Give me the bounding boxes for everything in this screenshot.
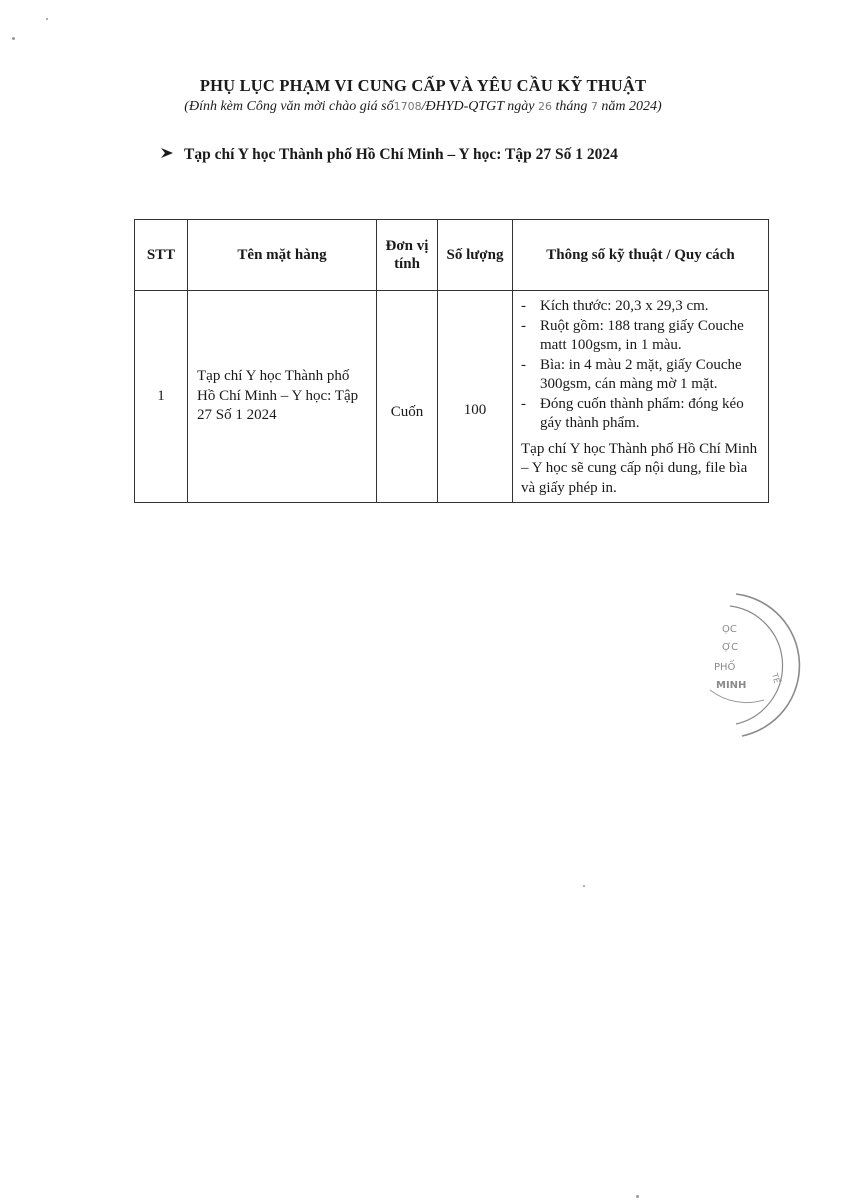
row-stt: 1 bbox=[135, 291, 188, 503]
scan-speck bbox=[12, 37, 15, 40]
scan-speck bbox=[583, 885, 585, 887]
header-spec: Thông số kỹ thuật / Quy cách bbox=[513, 220, 769, 291]
spec-item: - Đóng cuốn thành phẩm: đóng kéo gáy thành phẩm. bbox=[521, 395, 744, 431]
doc-number: 1708 bbox=[393, 100, 422, 113]
svg-text:PHỐ: PHỐ bbox=[714, 662, 736, 673]
subtitle-prefix: (Đính kèm Công văn mời chào giá số bbox=[184, 99, 394, 114]
subtitle-month: 7 bbox=[590, 100, 598, 113]
page-subtitle bbox=[0, 99, 846, 115]
spec-list bbox=[521, 297, 760, 434]
arrow-bullet-icon bbox=[160, 146, 184, 164]
subtitle-month-label: tháng bbox=[555, 99, 588, 114]
partial-seal-stamp bbox=[706, 590, 806, 740]
item-heading bbox=[160, 146, 618, 164]
table-header-row bbox=[135, 220, 769, 291]
table-row bbox=[135, 291, 769, 503]
row-unit: Cuốn bbox=[377, 291, 438, 503]
spec-item: - Bìa: in 4 màu 2 mặt, giấy Couche 300gsm, cán màng mờ 1 mặt. bbox=[521, 356, 742, 392]
row-spec bbox=[513, 291, 769, 503]
scan-speck bbox=[46, 18, 48, 20]
row-qty: 100 bbox=[438, 291, 513, 503]
subtitle-mid: /ĐHYD-QTGT ngày bbox=[421, 99, 535, 114]
spec-item: - Ruột gồm: 188 trang giấy Couche matt 100gsm, in 1 màu. bbox=[521, 317, 744, 353]
subtitle-day: 26 bbox=[538, 100, 553, 113]
svg-text:TẾ: TẾ bbox=[770, 672, 782, 685]
svg-text:MINH: MINH bbox=[716, 680, 747, 691]
spec-item: - Kích thước: 20,3 x 29,3 cm. bbox=[521, 298, 709, 314]
scan-speck bbox=[636, 1195, 639, 1198]
spec-table bbox=[134, 219, 769, 503]
svg-text:ỢC: ỢC bbox=[722, 642, 739, 653]
svg-text:ỌC: ỌC bbox=[722, 624, 737, 635]
header-stt: STT bbox=[135, 220, 188, 291]
header-name: Tên mặt hàng bbox=[188, 220, 377, 291]
spec-note: Tạp chí Y học Thành phố Hồ Chí Minh – Y học sẽ cung cấp nội dung, file bìa và giấy phép in. bbox=[521, 440, 758, 496]
header-unit: Đơn vị tính bbox=[377, 220, 438, 291]
subtitle-year: năm 2024) bbox=[601, 99, 662, 114]
header-qty: Số lượng bbox=[438, 220, 513, 291]
item-heading-text: Tạp chí Y học Thành phố Hồ Chí Minh – Y học: Tập 27 Số 1 2024 bbox=[184, 146, 618, 163]
page-title: PHỤ LỤC PHẠM VI CUNG CẤP VÀ YÊU CẦU KỸ THUẬT bbox=[199, 76, 647, 95]
row-name: Tạp chí Y học Thành phố Hồ Chí Minh – Y học: Tập 27 Số 1 2024 bbox=[188, 291, 377, 503]
